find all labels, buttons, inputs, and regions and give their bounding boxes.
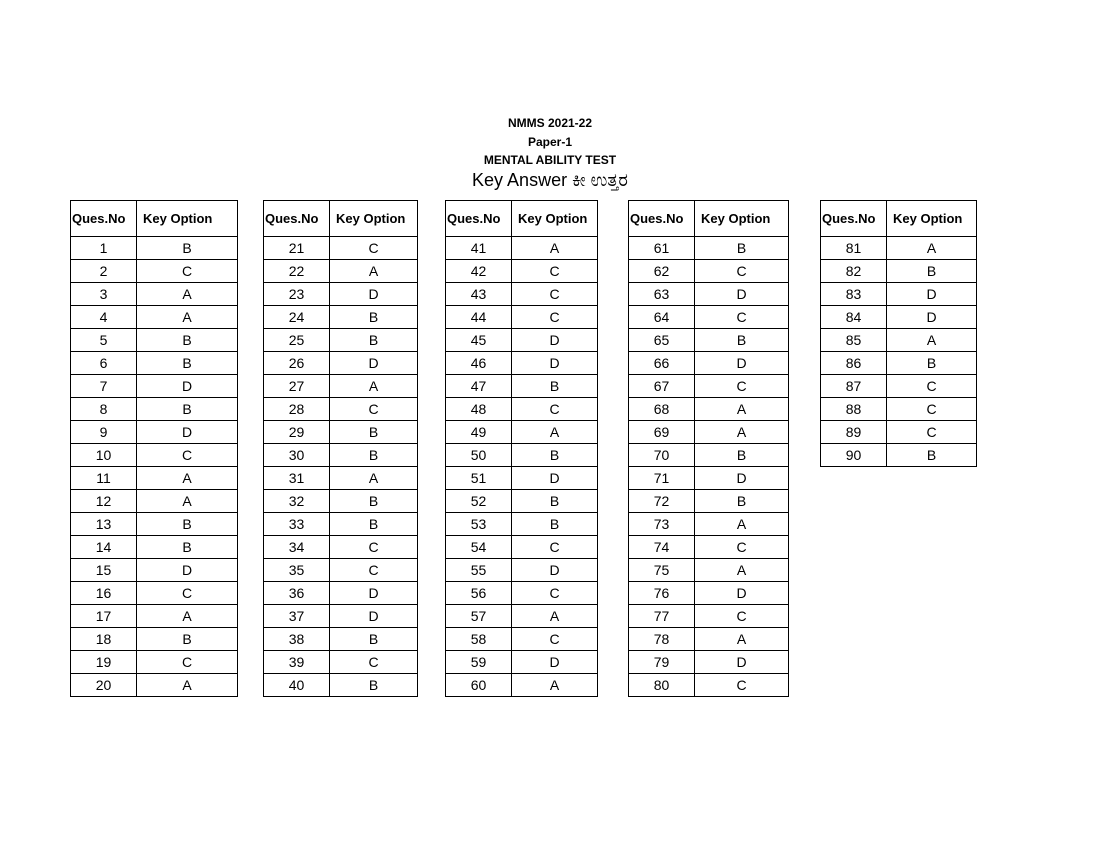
table-row: [821, 260, 977, 283]
key-option: D: [887, 283, 977, 306]
key-option: C: [137, 444, 238, 467]
key-option: D: [512, 329, 598, 352]
question-number: 66: [629, 352, 695, 375]
question-number: 89: [821, 421, 887, 444]
question-number: 45: [446, 329, 512, 352]
table-row: [71, 628, 238, 651]
table-row: [629, 651, 789, 674]
question-number: 12: [71, 490, 137, 513]
question-number: 30: [264, 444, 330, 467]
key-option: D: [512, 467, 598, 490]
table-row: [446, 536, 598, 559]
table-row: [629, 375, 789, 398]
key-option: B: [330, 628, 418, 651]
question-number: 64: [629, 306, 695, 329]
question-number: 58: [446, 628, 512, 651]
key-option: C: [330, 237, 418, 260]
key-option: C: [512, 306, 598, 329]
table-row: [629, 536, 789, 559]
question-number: 41: [446, 237, 512, 260]
paper-label: Paper-1: [527, 135, 573, 149]
table-row: [71, 421, 238, 444]
question-number: 63: [629, 283, 695, 306]
table-row: [821, 375, 977, 398]
answer-table-3: [445, 200, 598, 697]
key-option: D: [330, 582, 418, 605]
key-option: A: [330, 260, 418, 283]
table-row: [821, 306, 977, 329]
table-row: [629, 490, 789, 513]
key-option: C: [137, 582, 238, 605]
table-row: [71, 398, 238, 421]
table-row: [264, 306, 418, 329]
key-option: B: [887, 444, 977, 467]
question-number: 55: [446, 559, 512, 582]
question-number: 14: [71, 536, 137, 559]
table-row: [264, 237, 418, 260]
question-number: 84: [821, 306, 887, 329]
key-option-header: Key Option: [137, 201, 238, 237]
key-option: C: [330, 536, 418, 559]
question-number: 42: [446, 260, 512, 283]
table-row: [446, 513, 598, 536]
key-option: A: [330, 467, 418, 490]
question-number: 1: [71, 237, 137, 260]
question-number: 15: [71, 559, 137, 582]
table-row: [629, 398, 789, 421]
question-number: 16: [71, 582, 137, 605]
ques-no-header: Ques.No: [821, 201, 887, 237]
table-row: [71, 283, 238, 306]
question-number: 19: [71, 651, 137, 674]
question-number: 32: [264, 490, 330, 513]
table-row: [446, 605, 598, 628]
question-number: 78: [629, 628, 695, 651]
question-number: 33: [264, 513, 330, 536]
key-option: B: [695, 490, 789, 513]
question-number: 35: [264, 559, 330, 582]
question-number: 23: [264, 283, 330, 306]
question-number: 67: [629, 375, 695, 398]
key-option: C: [137, 651, 238, 674]
answer-table-5: [820, 200, 977, 467]
key-option: A: [137, 674, 238, 697]
table-row: [264, 283, 418, 306]
question-number: 47: [446, 375, 512, 398]
table-row: [629, 329, 789, 352]
key-option: A: [512, 605, 598, 628]
question-number: 71: [629, 467, 695, 490]
key-option: C: [695, 674, 789, 697]
table-row: [446, 490, 598, 513]
answer-table-4: [628, 200, 789, 697]
key-option: B: [330, 329, 418, 352]
table-row: [264, 444, 418, 467]
question-number: 51: [446, 467, 512, 490]
key-option: C: [512, 260, 598, 283]
table-row: [71, 582, 238, 605]
key-option: C: [330, 398, 418, 421]
question-number: 18: [71, 628, 137, 651]
table-row: [446, 628, 598, 651]
question-number: 20: [71, 674, 137, 697]
question-number: 13: [71, 513, 137, 536]
key-option: D: [695, 352, 789, 375]
question-number: 5: [71, 329, 137, 352]
table-row: [629, 628, 789, 651]
question-number: 28: [264, 398, 330, 421]
key-option: B: [695, 329, 789, 352]
question-number: 6: [71, 352, 137, 375]
table-row: [446, 306, 598, 329]
key-option: D: [137, 421, 238, 444]
key-option: C: [512, 536, 598, 559]
table-row: [264, 260, 418, 283]
table-row: [71, 444, 238, 467]
key-option: D: [887, 306, 977, 329]
table-row: [264, 490, 418, 513]
question-number: 68: [629, 398, 695, 421]
table-row: [629, 582, 789, 605]
key-answer-title: Key Answer ಕೀ ಉತ್ತರ: [472, 170, 628, 190]
table-row: [71, 651, 238, 674]
key-option-header: Key Option: [330, 201, 418, 237]
question-number: 38: [264, 628, 330, 651]
table-row: [446, 559, 598, 582]
key-option: D: [330, 605, 418, 628]
table-row: [71, 605, 238, 628]
question-number: 50: [446, 444, 512, 467]
key-option: A: [137, 306, 238, 329]
question-number: 40: [264, 674, 330, 697]
question-number: 90: [821, 444, 887, 467]
table-row: [264, 605, 418, 628]
key-option: C: [887, 421, 977, 444]
question-number: 87: [821, 375, 887, 398]
table-row: [71, 237, 238, 260]
question-number: 79: [629, 651, 695, 674]
table-row: [446, 651, 598, 674]
question-number: 81: [821, 237, 887, 260]
key-option: B: [330, 421, 418, 444]
key-option: A: [137, 467, 238, 490]
question-number: 75: [629, 559, 695, 582]
key-option: C: [512, 628, 598, 651]
question-number: 46: [446, 352, 512, 375]
key-option: C: [695, 605, 789, 628]
table-row: [446, 421, 598, 444]
key-option: B: [137, 398, 238, 421]
question-number: 72: [629, 490, 695, 513]
question-number: 4: [71, 306, 137, 329]
key-option: A: [695, 628, 789, 651]
table-row: [446, 674, 598, 697]
question-number: 43: [446, 283, 512, 306]
key-option: B: [137, 329, 238, 352]
table-row: [821, 421, 977, 444]
key-option: D: [137, 375, 238, 398]
key-option: A: [695, 421, 789, 444]
table-row: [264, 352, 418, 375]
table-row: [71, 513, 238, 536]
table-row: [629, 444, 789, 467]
table-row: [264, 467, 418, 490]
key-option: C: [330, 559, 418, 582]
key-option: D: [695, 582, 789, 605]
question-number: 83: [821, 283, 887, 306]
table-row: [264, 651, 418, 674]
question-number: 3: [71, 283, 137, 306]
table-row: [821, 237, 977, 260]
key-option: C: [887, 398, 977, 421]
key-option: B: [695, 444, 789, 467]
table-row: [264, 375, 418, 398]
key-option: D: [137, 559, 238, 582]
key-option: D: [512, 352, 598, 375]
question-number: 9: [71, 421, 137, 444]
key-option: A: [695, 398, 789, 421]
key-option: D: [695, 467, 789, 490]
table-row: [71, 306, 238, 329]
question-number: 60: [446, 674, 512, 697]
table-row: [264, 398, 418, 421]
question-number: 74: [629, 536, 695, 559]
key-option: D: [330, 352, 418, 375]
question-number: 8: [71, 398, 137, 421]
key-option: B: [330, 674, 418, 697]
table-row: [446, 260, 598, 283]
key-option: B: [330, 490, 418, 513]
question-number: 73: [629, 513, 695, 536]
question-number: 56: [446, 582, 512, 605]
table-row: [629, 467, 789, 490]
question-number: 85: [821, 329, 887, 352]
table-row: [264, 329, 418, 352]
key-option: B: [137, 536, 238, 559]
question-number: 69: [629, 421, 695, 444]
table-row: [629, 513, 789, 536]
question-number: 48: [446, 398, 512, 421]
ques-no-header: Ques.No: [264, 201, 330, 237]
question-number: 54: [446, 536, 512, 559]
question-number: 11: [71, 467, 137, 490]
key-option: D: [512, 651, 598, 674]
key-option-header: Key Option: [512, 201, 598, 237]
answer-table-1: [70, 200, 238, 697]
table-row: [446, 582, 598, 605]
key-option: B: [512, 444, 598, 467]
key-option: A: [137, 605, 238, 628]
key-option: A: [512, 237, 598, 260]
table-row: [446, 237, 598, 260]
question-number: 39: [264, 651, 330, 674]
key-option: C: [512, 582, 598, 605]
table-row: [446, 283, 598, 306]
table-row: [446, 444, 598, 467]
table-row: [629, 605, 789, 628]
question-number: 86: [821, 352, 887, 375]
key-option: C: [695, 306, 789, 329]
question-number: 88: [821, 398, 887, 421]
table-row: [821, 329, 977, 352]
key-option: A: [512, 674, 598, 697]
table-row: [71, 352, 238, 375]
question-number: 76: [629, 582, 695, 605]
subject-label: MENTAL ABILITY TEST: [483, 153, 617, 167]
key-option: A: [137, 490, 238, 513]
question-number: 17: [71, 605, 137, 628]
table-row: [446, 375, 598, 398]
key-option: A: [330, 375, 418, 398]
table-row: [629, 237, 789, 260]
table-row: [821, 352, 977, 375]
question-number: 65: [629, 329, 695, 352]
table-row: [446, 329, 598, 352]
question-number: 61: [629, 237, 695, 260]
question-number: 27: [264, 375, 330, 398]
question-number: 10: [71, 444, 137, 467]
key-option: A: [695, 559, 789, 582]
table-row: [71, 467, 238, 490]
table-row: [71, 329, 238, 352]
table-row: [71, 559, 238, 582]
key-option: B: [695, 237, 789, 260]
key-option: D: [695, 651, 789, 674]
table-row: [264, 628, 418, 651]
table-row: [264, 674, 418, 697]
question-number: 26: [264, 352, 330, 375]
key-option: B: [512, 375, 598, 398]
table-row: [629, 306, 789, 329]
question-number: 53: [446, 513, 512, 536]
table-row: [821, 283, 977, 306]
question-number: 82: [821, 260, 887, 283]
question-number: 34: [264, 536, 330, 559]
table-row: [264, 559, 418, 582]
question-number: 7: [71, 375, 137, 398]
key-option: C: [512, 283, 598, 306]
key-option: B: [137, 237, 238, 260]
question-number: 37: [264, 605, 330, 628]
key-option: B: [137, 352, 238, 375]
table-row: [821, 444, 977, 467]
question-number: 24: [264, 306, 330, 329]
key-option: B: [887, 352, 977, 375]
question-number: 59: [446, 651, 512, 674]
key-option: C: [887, 375, 977, 398]
key-option: C: [330, 651, 418, 674]
table-row: [821, 398, 977, 421]
table-row: [629, 674, 789, 697]
table-row: [629, 352, 789, 375]
key-option: B: [137, 513, 238, 536]
table-row: [71, 260, 238, 283]
key-option: C: [137, 260, 238, 283]
table-row: [71, 375, 238, 398]
table-row: [446, 398, 598, 421]
key-option: B: [137, 628, 238, 651]
ques-no-header: Ques.No: [446, 201, 512, 237]
table-row: [264, 536, 418, 559]
key-option: A: [512, 421, 598, 444]
table-row: [629, 559, 789, 582]
table-row: [71, 490, 238, 513]
key-option: C: [695, 260, 789, 283]
question-number: 29: [264, 421, 330, 444]
key-option: B: [330, 513, 418, 536]
question-number: 2: [71, 260, 137, 283]
key-option: C: [695, 375, 789, 398]
table-row: [446, 352, 598, 375]
key-option: B: [330, 306, 418, 329]
key-option-header: Key Option: [887, 201, 977, 237]
key-option: B: [512, 513, 598, 536]
question-number: 44: [446, 306, 512, 329]
question-number: 31: [264, 467, 330, 490]
table-row: [264, 582, 418, 605]
question-number: 21: [264, 237, 330, 260]
key-option: B: [330, 444, 418, 467]
ques-no-header: Ques.No: [71, 201, 137, 237]
table-row: [629, 260, 789, 283]
table-row: [71, 536, 238, 559]
key-option: D: [330, 283, 418, 306]
question-number: 62: [629, 260, 695, 283]
key-option: C: [512, 398, 598, 421]
key-option: A: [887, 329, 977, 352]
table-row: [446, 467, 598, 490]
table-row: [629, 283, 789, 306]
key-option: B: [512, 490, 598, 513]
question-number: 70: [629, 444, 695, 467]
question-number: 49: [446, 421, 512, 444]
key-option: C: [695, 536, 789, 559]
question-number: 52: [446, 490, 512, 513]
question-number: 36: [264, 582, 330, 605]
question-number: 57: [446, 605, 512, 628]
question-number: 22: [264, 260, 330, 283]
answer-table-2: [263, 200, 418, 697]
key-option: A: [137, 283, 238, 306]
key-option: D: [512, 559, 598, 582]
ques-no-header: Ques.No: [629, 201, 695, 237]
table-row: [264, 513, 418, 536]
table-row: [629, 421, 789, 444]
key-option: D: [695, 283, 789, 306]
key-option: A: [887, 237, 977, 260]
exam-title: NMMS 2021-22: [507, 116, 593, 130]
table-row: [264, 421, 418, 444]
question-number: 77: [629, 605, 695, 628]
key-option-header: Key Option: [695, 201, 789, 237]
table-row: [71, 674, 238, 697]
key-option: B: [887, 260, 977, 283]
question-number: 80: [629, 674, 695, 697]
question-number: 25: [264, 329, 330, 352]
key-option: A: [695, 513, 789, 536]
